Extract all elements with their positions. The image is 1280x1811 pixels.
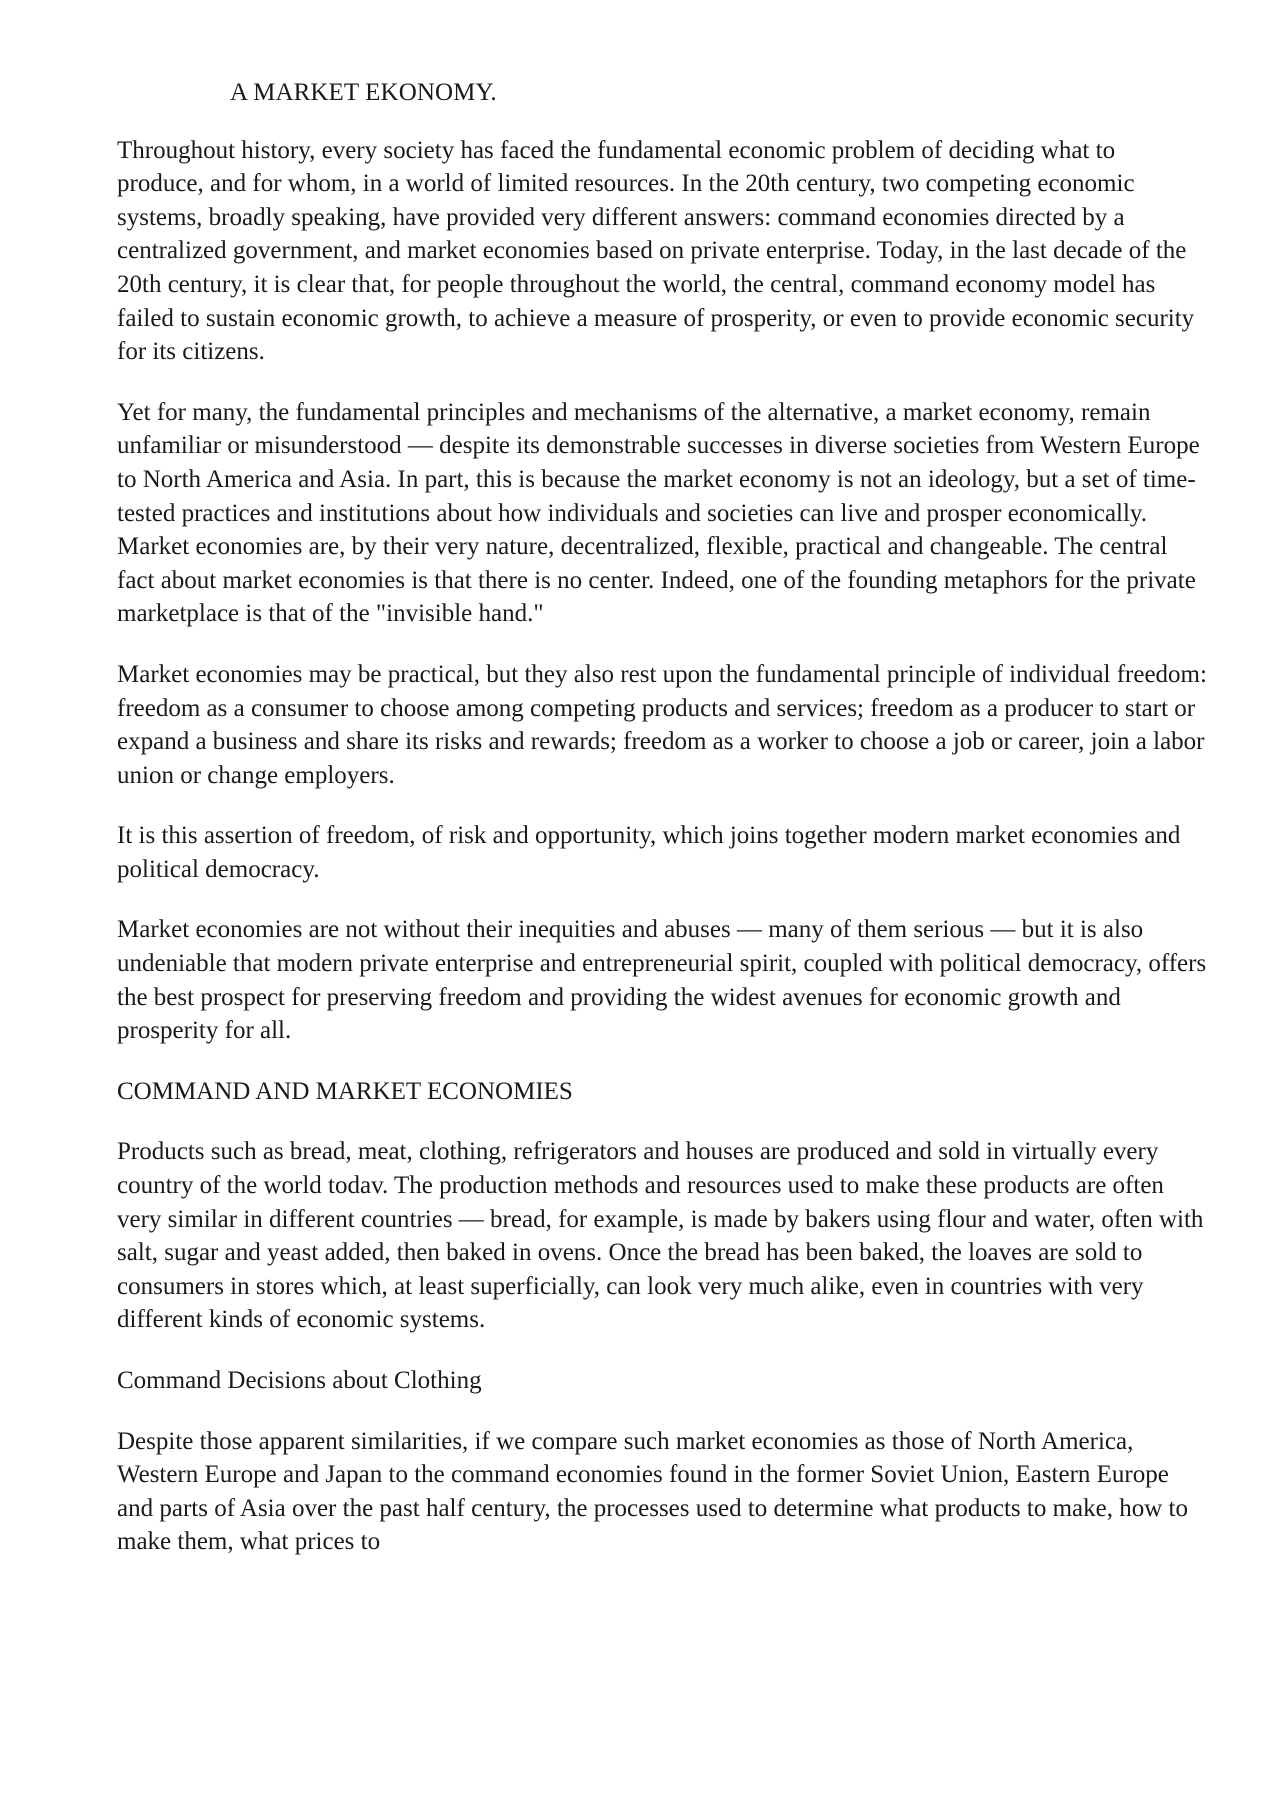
subsection-heading: Command Decisions about Clothing bbox=[117, 1367, 482, 1394]
document-title: A MARKET EKONOMY. bbox=[230, 79, 497, 106]
section-heading: COMMAND AND MARKET ECONOMIES bbox=[117, 1077, 573, 1105]
paragraph-intro-1: Throughout history, every society has faced the fundamental economic problem of deciding what to produce, and for whom, in a world of limited resources. In the 20th century, two competing economic systems, broadly speaking, have provided very different answers: command economies directed by a centralized government, and market economies based on private enterprise. Today, in the last decade of the 20th century, it is clear that, for people throughout the world, the central, command economy model has failed to sustain economic growth, to achieve a measure of prosperity, or even to provide economic security for its citizens. bbox=[117, 136, 1195, 366]
paragraph-intro-5: Market economies are not without their inequities and abuses — many of them serious — but it is also undeniable that modern private enterprise and entrepreneurial spirit, coupled with political democracy, offers the best prospect for preserving freedom and providing the widest avenues for economic growth and prosperity for all. bbox=[117, 916, 1207, 1045]
paragraph-intro-4: It is this assertion of freedom, of risk and opportunity, which joins together modern market economies and political democracy. bbox=[117, 822, 1181, 883]
paragraph-intro-3: Market economies may be practical, but they also rest upon the fundamental principle of individual freedom: freedom as a consumer to choose among competing products and services; freedom as a producer to start or expand a business and share its risks and rewards; freedom as a worker to choose a job or career, join a labor union or change employers. bbox=[117, 660, 1207, 789]
document-body bbox=[117, 76, 1207, 1586]
subsection-paragraph: Despite those apparent similarities, if we compare such market economies as those of North America, Western Europe and Japan to the command economies found in the former Soviet Union, Eastern Europe and parts of Asia over the past half century, the processes used to determine what products to make, how to make them, what prices to bbox=[117, 1427, 1188, 1556]
section-paragraph: Products such as bread, meat, clothing, refrigerators and houses are produced and sold in virtually every country of the world todav. The production methods and resources used to make these products are often very similar in different countries — bread, for example, is made by bakers using flour and water, often with salt, sugar and yeast added, then baked in ovens. Once the bread has been baked, the loaves are sold to consumers in stores which, at least superficially, can look very much alike, even in countries with very different kinds of economic systems. bbox=[117, 1138, 1204, 1334]
paragraph-intro-2: Yet for many, the fundamental principles and mechanisms of the alternative, a market economy, remain unfamiliar or misunderstood — despite its demonstrable successes in diverse societies from Western Europe to North America and Asia. In part, this is because the market economy is not an ideology, but a set of time-tested practices and institutions about how individuals and societies can live and prosper economically. Market economies are, by their very nature, decentralized, flexible, practical and changeable. The central fact about market economies is that there is no center. Indeed, one of the founding metaphors for the private marketplace is that of the "invisible hand." bbox=[117, 398, 1200, 628]
